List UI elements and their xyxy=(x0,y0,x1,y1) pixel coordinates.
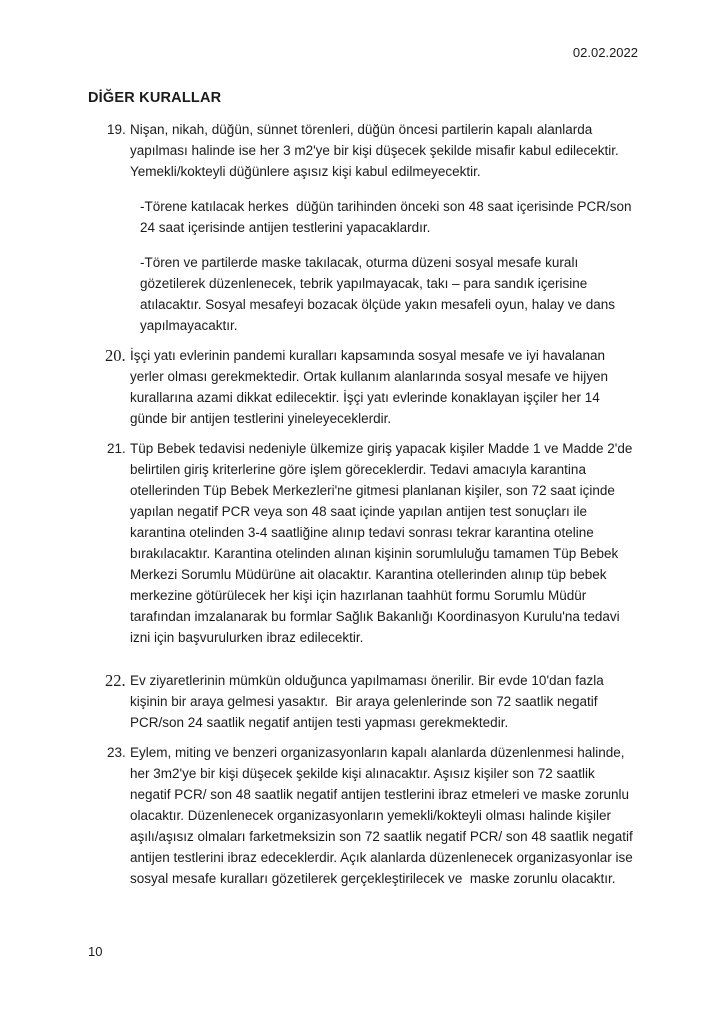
rule-number: 19. xyxy=(107,122,126,137)
rule-text: İşçi yatı evlerinin pandemi kuralları kapsamında sosyal mesafe ve iyi havalanan yerler olması gerekmektedir. Ortak kullanım alanlarında sosyal mesafe ve hijyen kurallarına azami dikkat edilecektir. İşçi yatı evlerinde konaklayan işçiler her 14 günde bir antijen testlerini yineleyeceklerdir. xyxy=(130,348,612,426)
rule-body xyxy=(130,119,638,336)
rules-list xyxy=(88,119,638,889)
page-title: DİĞER KURALLAR xyxy=(88,90,222,106)
rule-item-21 xyxy=(88,438,638,648)
rule-text: Eylem, miting ve benzeri organizasyonların kapalı alanlarda düzenlenmesi halinde, her 3m2'ye bir kişi düşecek şekilde kişi alınacaktır. Aşısız kişiler son 72 saatlik negatif PCR/ son 48 saatlik negatif antijen testlerini ibraz etmeleri ve maske zorunlu olacaktır. Düzenlenecek organizasyonların yemekli/kokteyli olması halinde kişiler aşılı/aşısız olmaları farketmeksizin son 72 saatlik negatif PCR/ son 48 saatlik negatif antijen testlerini ibraz edeceklerdir. Açık alanlarda düzenlenecek organizasyonlar ise sosyal mesafe kuralları gözetilerek gerçekleştirilecek ve maske zorunlu olacaktır. xyxy=(130,745,637,886)
page-number: 10 xyxy=(88,944,103,959)
rule-text: Ev ziyaretlerinin mümkün olduğunca yapılmaması önerilir. Bir evde 10'dan fazla kişinin bir araya gelmesi yasaktır. Bir araya gelenlerinde son 72 saatlik negatif PCR/son 24 saatlik negatif antijen testi yapması gerekmektedir. xyxy=(130,673,608,730)
rule-item-22 xyxy=(88,670,638,733)
rule-body xyxy=(130,670,638,733)
rule-number: 20. xyxy=(105,346,126,365)
rule-number: 22. xyxy=(105,671,126,690)
rule-body xyxy=(130,345,638,429)
rule-item-23 xyxy=(88,742,638,889)
rule-body xyxy=(130,438,638,648)
document-date: 02.02.2022 xyxy=(572,45,638,60)
rule-text: Nişan, nikah, düğün, sünnet törenleri, düğün öncesi partilerin kapalı alanlarda yapılması halinde ise her 3 m2'ye bir kişi düşecek şekilde misafir kabul edilecektir. Yemekli/kokteyli düğünlere aşısız kişi kabul edilmeyecektir. xyxy=(130,122,627,179)
rule-text: Tüp Bebek tedavisi nedeniyle ülkemize giriş yapacak kişiler Madde 1 ve Madde 2'de belirtilen giriş kriterlerine göre işlem göreceklerdir. Tedavi amacıyla karantina otellerinden Tüp Bebek Merkezleri'ne gitmesi planlanan kişiler, son 72 saat içinde yapılan negatif PCR veya son 48 saat içinde yapılan antijen test sonuçları ile karantina otelinden 3-4 saatliğine alınıp tedavi sonrası tekrar karantina oteline bırakılacaktır. Karantina otelinden alınan kişinin sorumluluğu tamamen Tüp Bebek Merkezi Sorumlu Müdürüne ait olacaktır. Karantina otellerinden alınıp tüp bebek merkezine götürülecek her kişi için hazırlanan taahhüt formu Sorumlu Müdür tarafından imzalanarak bu formlar Sağlık Bakanlığı Koordinasyon Kurulu'na tedavi izni için başvurulurken ibraz edilecektir. xyxy=(130,441,637,645)
rule-number: 23. xyxy=(107,745,126,760)
rule-body xyxy=(130,742,638,889)
rule-subparagraph: -Tören ve partilerde maske takılacak, oturma düzeni sosyal mesafe kuralı gözetilerek düzenlenecek, tebrik yapılmayacak, takı – para sandık içerisine atılacaktır. Sosyal mesafeyi bozacak ölçüde yakın mesafeli oyun, halay ve dans yapılmayacaktır. xyxy=(140,255,619,333)
rule-item-20 xyxy=(88,345,638,429)
rule-number: 21. xyxy=(107,441,126,456)
rule-subparagraph: -Törene katılacak herkes düğün tarihinden önceki son 48 saat içerisinde PCR/son 24 saat içerisinde antijen testlerini yapacaklardır. xyxy=(140,199,636,235)
rule-item-19 xyxy=(88,119,638,336)
